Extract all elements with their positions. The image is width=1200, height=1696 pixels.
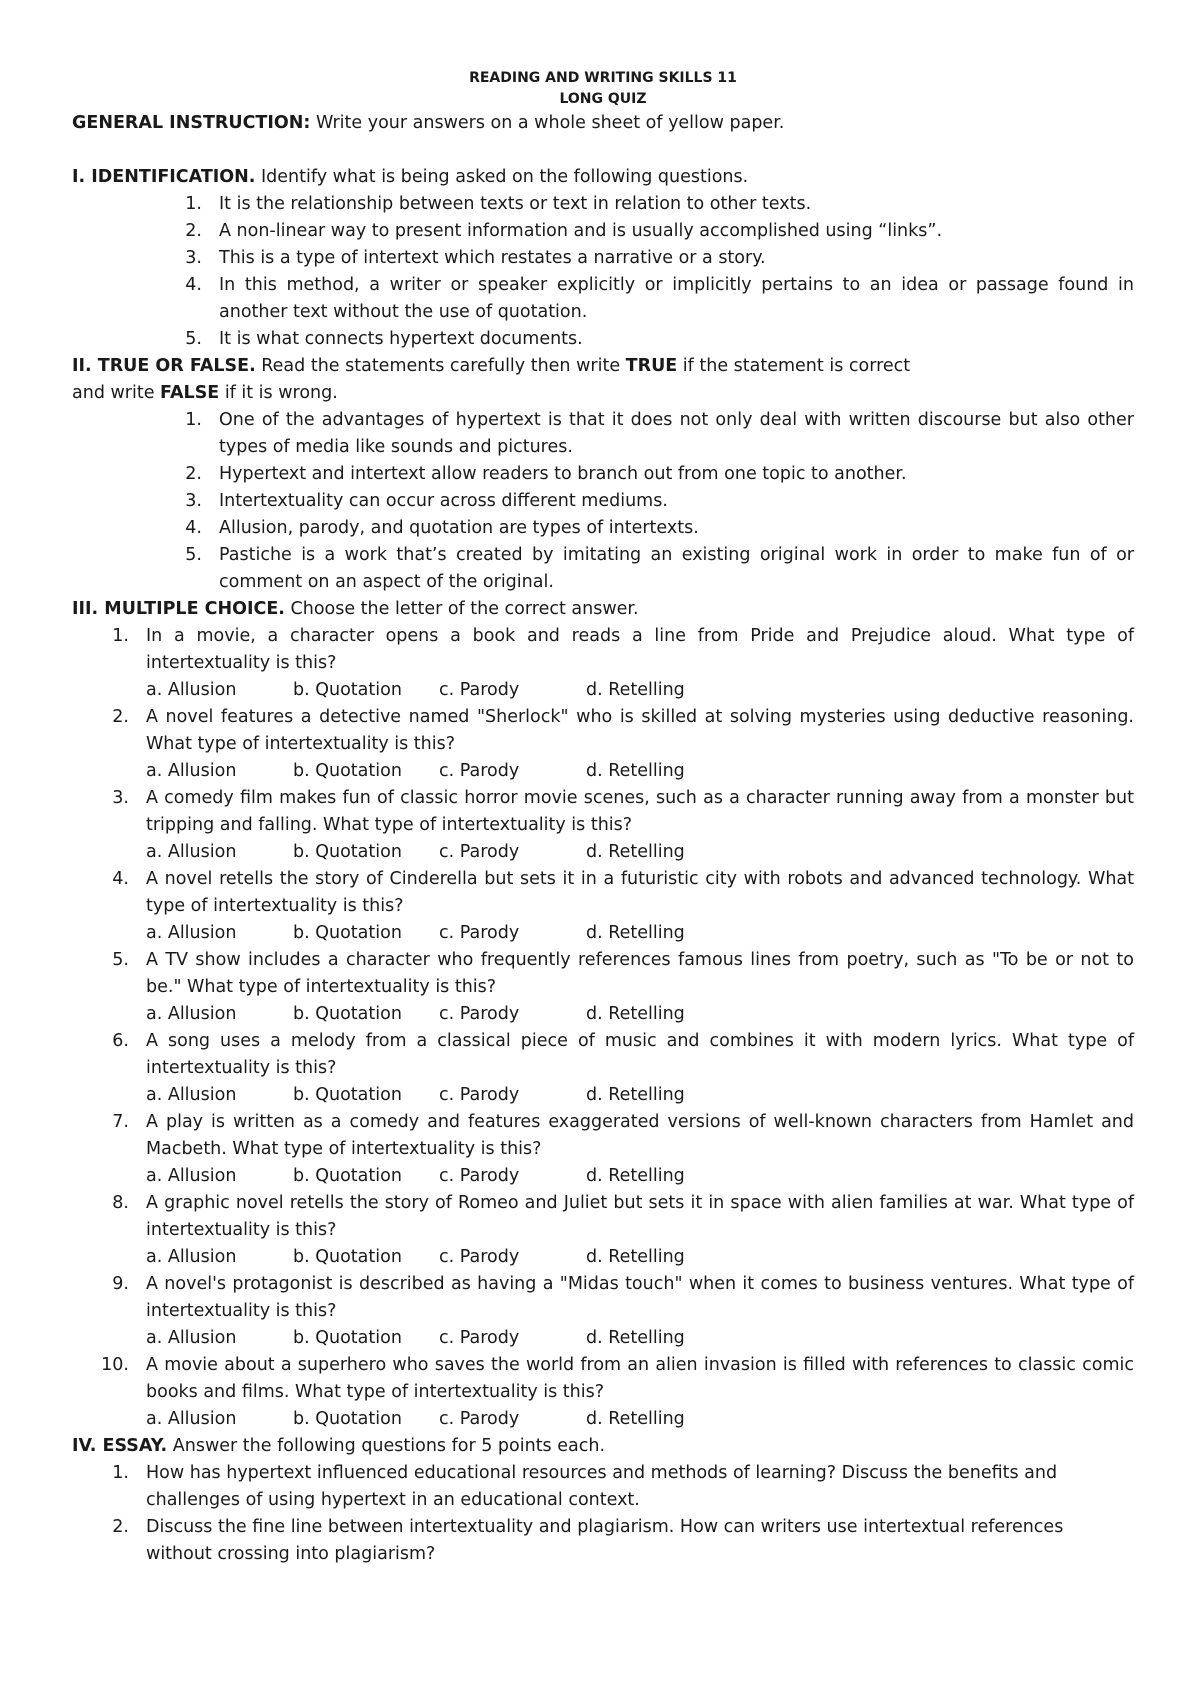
item-number: 2. xyxy=(185,464,202,484)
list-item xyxy=(185,542,1134,596)
item-text: It is what connects hypertext documents. xyxy=(219,329,583,349)
section-heading: III. MULTIPLE CHOICE. xyxy=(72,599,285,619)
list-item xyxy=(185,407,1134,461)
list-item xyxy=(112,1109,1134,1163)
item-text: A graphic novel retells the story of Romeo and Juliet but sets it in space with alien families at war. What type of intertextuality is this? xyxy=(146,1193,1134,1240)
true-or-false-list xyxy=(72,407,1134,596)
section-heading-line xyxy=(72,164,1134,191)
answer-choices xyxy=(146,1406,1134,1433)
list-item xyxy=(112,947,1134,1001)
item-text: Intertextuality can occur across different mediums. xyxy=(219,491,668,511)
choice-a: a. Allusion xyxy=(146,842,237,862)
choice-a: a. Allusion xyxy=(146,680,237,700)
section-instruction: if it is wrong. xyxy=(219,383,338,403)
item-text: A novel retells the story of Cinderella but sets it in a futuristic city with robots and advanced technology. What type of intertextuality is this? xyxy=(146,869,1134,916)
section-instruction: if the statement is correct xyxy=(677,356,911,376)
choice-d: d. Retelling xyxy=(586,842,685,862)
item-number: 8. xyxy=(112,1193,129,1213)
choice-c: c. Parody xyxy=(439,680,520,700)
identification-list xyxy=(72,191,1134,353)
item-number: 2. xyxy=(112,1517,129,1537)
choice-d: d. Retelling xyxy=(586,1085,685,1105)
item-number: 10. xyxy=(101,1355,129,1375)
list-item xyxy=(112,1460,1134,1514)
list-item xyxy=(185,461,1134,488)
item-text: Discuss the fine line between intertextuality and plagiarism. How can writers use intertextual references without crossing into plagiarism? xyxy=(146,1517,1064,1564)
list-item xyxy=(185,515,1134,542)
section-instruction: Identify what is being asked on the following questions. xyxy=(255,167,749,187)
choice-a: a. Allusion xyxy=(146,923,237,943)
list-item xyxy=(185,272,1134,326)
general-instruction-text: Write your answers on a whole sheet of yellow paper. xyxy=(310,113,785,133)
list-item xyxy=(112,1514,1134,1568)
item-number: 4. xyxy=(185,275,202,295)
choice-c: c. Parody xyxy=(439,1409,520,1429)
choice-b: b. Quotation xyxy=(293,761,402,781)
item-number: 4. xyxy=(185,518,202,538)
general-instruction xyxy=(72,110,1134,137)
quiz-subtitle: LONG QUIZ xyxy=(559,91,647,107)
choice-b: b. Quotation xyxy=(293,1247,402,1267)
choice-b: b. Quotation xyxy=(293,680,402,700)
section-heading-line xyxy=(72,1433,1134,1460)
item-number: 5. xyxy=(185,329,202,349)
section-instruction: and write xyxy=(72,383,161,403)
answer-choices xyxy=(146,1163,1134,1190)
answer-choices xyxy=(146,839,1134,866)
item-number: 4. xyxy=(112,869,129,889)
choice-a: a. Allusion xyxy=(146,1328,237,1348)
list-item xyxy=(101,1352,1134,1406)
choice-d: d. Retelling xyxy=(586,1328,685,1348)
general-instruction-label: GENERAL INSTRUCTION: xyxy=(72,113,311,133)
choice-c: c. Parody xyxy=(439,923,520,943)
list-item xyxy=(112,1028,1134,1082)
section-heading: IV. ESSAY. xyxy=(72,1436,168,1456)
list-item xyxy=(112,704,1134,758)
section-heading-line xyxy=(72,596,1134,623)
item-number: 1. xyxy=(185,410,202,430)
choice-b: b. Quotation xyxy=(293,842,402,862)
choice-b: b. Quotation xyxy=(293,1409,402,1429)
answer-choices xyxy=(146,677,1134,704)
item-number: 6. xyxy=(112,1031,129,1051)
choice-a: a. Allusion xyxy=(146,1085,237,1105)
item-number: 2. xyxy=(112,707,129,727)
section-essay xyxy=(72,1433,1134,1568)
section-multiple-choice xyxy=(72,596,1134,1433)
list-item xyxy=(185,191,1134,218)
list-item xyxy=(112,1190,1134,1244)
false-word: FALSE xyxy=(160,383,220,403)
section-instruction-line xyxy=(72,380,1134,407)
essay-list xyxy=(72,1460,1134,1568)
section-instruction: Read the statements carefully then write xyxy=(255,356,626,376)
choice-c: c. Parody xyxy=(439,842,520,862)
spacer xyxy=(72,137,1134,164)
section-true-or-false xyxy=(72,353,1134,596)
list-item xyxy=(185,245,1134,272)
item-text: Pastiche is a work that’s created by imitating an existing original work in order to make fun of or comment on an aspect of the original. xyxy=(219,545,1134,592)
choice-a: a. Allusion xyxy=(146,1166,237,1186)
quiz-title: READING AND WRITING SKILLS 11 xyxy=(469,70,737,86)
choice-b: b. Quotation xyxy=(293,923,402,943)
item-text: Allusion, parody, and quotation are types of intertexts. xyxy=(219,518,699,538)
item-text: A novel features a detective named "Sherlock" who is skilled at solving mysteries using deductive reasoning. What type of intertextuality is this? xyxy=(146,707,1134,754)
answer-choices xyxy=(146,1082,1134,1109)
section-instruction: Answer the following questions for 5 points each. xyxy=(167,1436,606,1456)
section-identification xyxy=(72,164,1134,353)
list-item xyxy=(112,1271,1134,1325)
item-text: It is the relationship between texts or text in relation to other texts. xyxy=(219,194,812,214)
multiple-choice-list xyxy=(72,623,1134,1433)
item-number: 1. xyxy=(112,626,129,646)
item-number: 5. xyxy=(112,950,129,970)
item-text: A song uses a melody from a classical piece of music and combines it with modern lyrics. What type of intertextuality is this? xyxy=(146,1031,1134,1078)
choice-a: a. Allusion xyxy=(146,761,237,781)
answer-choices xyxy=(146,1001,1134,1028)
section-heading: II. TRUE OR FALSE. xyxy=(72,356,256,376)
choice-d: d. Retelling xyxy=(586,1247,685,1267)
choice-c: c. Parody xyxy=(439,1004,520,1024)
answer-choices xyxy=(146,758,1134,785)
item-text: Hypertext and intertext allow readers to branch out from one topic to another. xyxy=(219,464,907,484)
item-text: In this method, a writer or speaker explicitly or implicitly pertains to an idea or passage found in another text without the use of quotation. xyxy=(219,275,1134,322)
choice-c: c. Parody xyxy=(439,1085,520,1105)
choice-b: b. Quotation xyxy=(293,1085,402,1105)
item-number: 2. xyxy=(185,221,202,241)
item-text: A play is written as a comedy and features exaggerated versions of well-known characters from Hamlet and Macbeth. What type of intertextuality is this? xyxy=(146,1112,1134,1159)
item-text: In a movie, a character opens a book and reads a line from Pride and Prejudice aloud. What type of intertextuality is this? xyxy=(146,626,1134,673)
list-item xyxy=(112,785,1134,839)
item-text: A comedy film makes fun of classic horror movie scenes, such as a character running away from a monster but tripping and falling. What type of intertextuality is this? xyxy=(146,788,1134,835)
choice-d: d. Retelling xyxy=(586,923,685,943)
item-number: 9. xyxy=(112,1274,129,1294)
item-text: This is a type of intertext which restates a narrative or a story. xyxy=(219,248,766,268)
item-text: A movie about a superhero who saves the world from an alien invasion is filled with references to classic comic books and films. What type of intertextuality is this? xyxy=(146,1355,1134,1402)
choice-d: d. Retelling xyxy=(586,1166,685,1186)
list-item xyxy=(185,488,1134,515)
item-text: A non-linear way to present information and is usually accomplished using “links”. xyxy=(219,221,943,241)
item-number: 7. xyxy=(112,1112,129,1132)
answer-choices xyxy=(146,920,1134,947)
section-instruction: Choose the letter of the correct answer. xyxy=(284,599,639,619)
list-item xyxy=(112,866,1134,920)
item-text: A novel's protagonist is described as having a "Midas touch" when it comes to business ventures. What type of intertextuality is this? xyxy=(146,1274,1134,1321)
section-heading-line xyxy=(72,353,1134,380)
choice-d: d. Retelling xyxy=(586,1004,685,1024)
choice-c: c. Parody xyxy=(439,1247,520,1267)
answer-choices xyxy=(146,1244,1134,1271)
section-heading: I. IDENTIFICATION. xyxy=(72,167,256,187)
answer-choices xyxy=(146,1325,1134,1352)
item-number: 3. xyxy=(185,491,202,511)
item-number: 5. xyxy=(185,545,202,565)
choice-a: a. Allusion xyxy=(146,1004,237,1024)
choice-b: b. Quotation xyxy=(293,1166,402,1186)
choice-c: c. Parody xyxy=(439,1166,520,1186)
item-number: 3. xyxy=(185,248,202,268)
choice-a: a. Allusion xyxy=(146,1247,237,1267)
item-number: 1. xyxy=(112,1463,129,1483)
list-item xyxy=(185,326,1134,353)
true-word: TRUE xyxy=(625,356,678,376)
list-item xyxy=(112,623,1134,677)
choice-a: a. Allusion xyxy=(146,1409,237,1429)
choice-b: b. Quotation xyxy=(293,1004,402,1024)
choice-b: b. Quotation xyxy=(293,1328,402,1348)
choice-d: d. Retelling xyxy=(586,761,685,781)
list-item xyxy=(185,218,1134,245)
item-number: 3. xyxy=(112,788,129,808)
item-text: How has hypertext influenced educational resources and methods of learning? Discuss the benefits and challenges of using hypertext in an educational context. xyxy=(146,1463,1058,1510)
item-number: 1. xyxy=(185,194,202,214)
choice-c: c. Parody xyxy=(439,761,520,781)
item-text: One of the advantages of hypertext is that it does not only deal with written discourse but also other types of media like sounds and pictures. xyxy=(219,410,1134,457)
choice-d: d. Retelling xyxy=(586,680,685,700)
quiz-page xyxy=(72,68,1134,1568)
choice-d: d. Retelling xyxy=(586,1409,685,1429)
choice-c: c. Parody xyxy=(439,1328,520,1348)
item-text: A TV show includes a character who frequently references famous lines from poetry, such as "To be or not to be." What type of intertextuality is this? xyxy=(146,950,1134,997)
